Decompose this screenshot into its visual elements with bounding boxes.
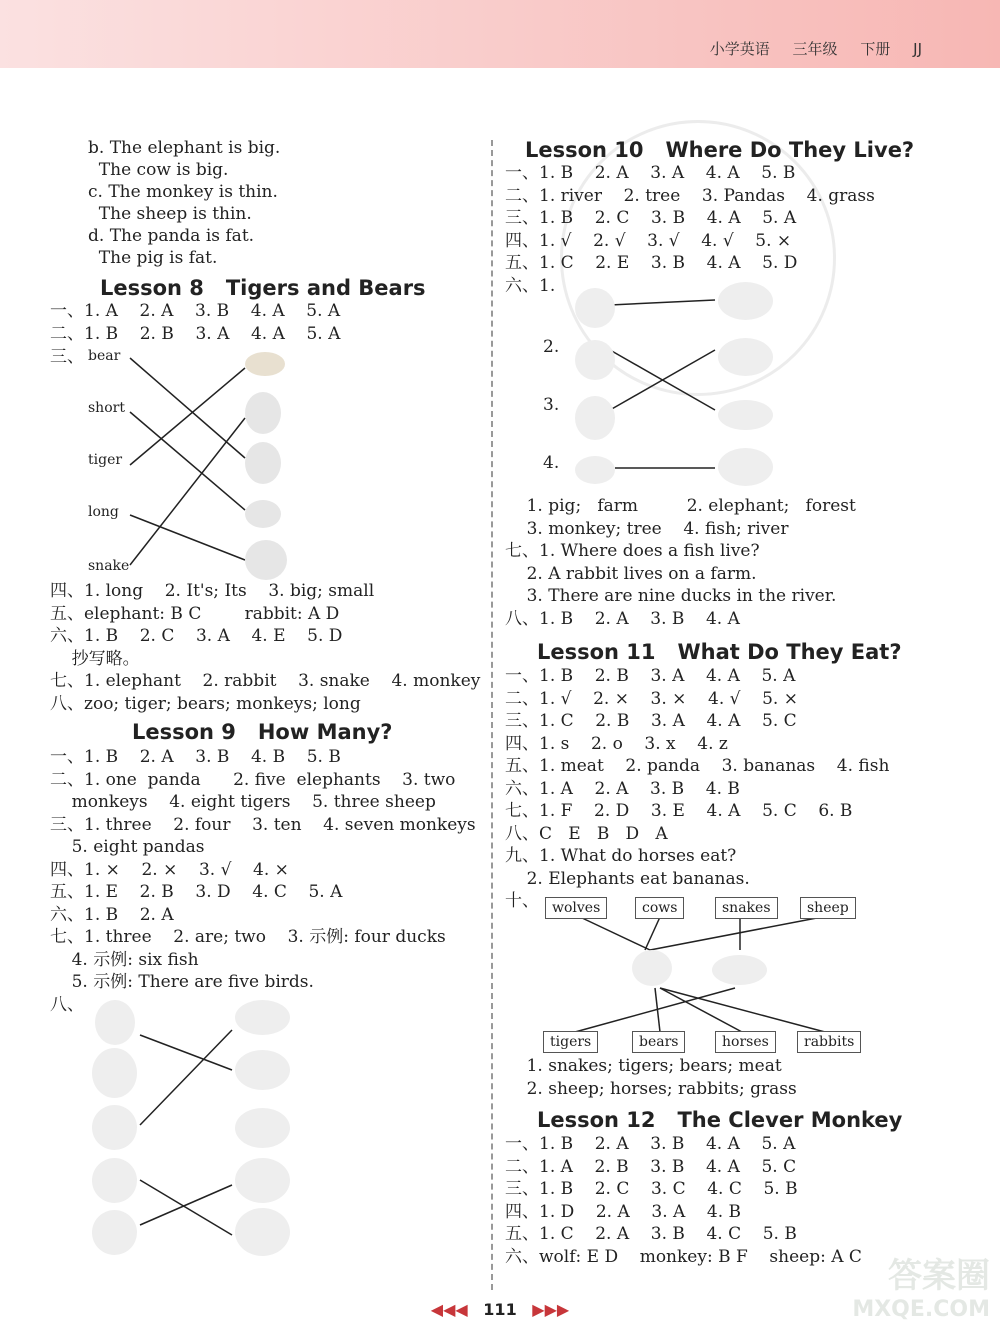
- answer-line: 四、1. long 2. It's; Its 3. big; small: [50, 581, 375, 601]
- bear-picture: [245, 352, 285, 376]
- monkey-picture: [92, 1048, 137, 1098]
- match-word: snake: [88, 558, 130, 574]
- cat-picture: [92, 1210, 137, 1255]
- answer-line: 十、: [505, 891, 539, 911]
- panda-picture: [92, 1158, 137, 1203]
- answer-line: 五、elephant: B C rabbit: A D: [50, 603, 340, 624]
- answer-line: 九、1. What do horses eat?: [505, 846, 737, 866]
- watermark: [852, 1248, 990, 1322]
- tiger-picture: [245, 442, 281, 484]
- grass-picture: [632, 950, 672, 986]
- watermark-url: MXQE.COM: [852, 1297, 990, 1322]
- lesson12-title: Lesson 12 The Clever Monkey: [537, 1108, 903, 1132]
- word-box: wolves: [545, 897, 607, 919]
- answer-line: 一、1. B 2. A 3. A 4. A 5. B: [505, 163, 796, 183]
- word-box: rabbits: [797, 1031, 861, 1053]
- answer-line: 一、1. B 2. B 3. A 4. A 5. A: [505, 666, 796, 686]
- answer-line: The sheep is thin.: [88, 204, 252, 224]
- answer-line: 八、1. B 2. A 3. B 4. A: [505, 608, 740, 629]
- word-box: cows: [635, 897, 684, 919]
- tree-picture: [718, 282, 773, 320]
- answer-line: 一、1. B 2. A 3. B 4. B 5. B: [50, 747, 341, 767]
- answer-line: 二、1. river 2. tree 3. Pandas 4. grass: [505, 185, 875, 206]
- page-number: 111: [483, 1300, 517, 1319]
- next-arrows: ▶▶▶: [532, 1300, 570, 1319]
- match-word: short: [88, 400, 125, 416]
- answer-line: 抄写略。: [50, 648, 140, 669]
- answer-line: 2. Elephants eat bananas.: [505, 868, 750, 889]
- lesson9-title: Lesson 9 How Many?: [132, 720, 393, 744]
- answer-line: 一、1. B 2. A 3. B 4. A 5. A: [505, 1134, 796, 1154]
- answer-line: 二、1. one panda 2. five elephants 3. two: [50, 769, 456, 790]
- word-box: bears: [632, 1031, 685, 1053]
- farm-picture: [718, 338, 773, 376]
- answer-line: 二、1. √ 2. × 3. × 4. √ 5. ×: [505, 688, 798, 709]
- dog-picture: [92, 1105, 137, 1150]
- match-word: tiger: [88, 452, 123, 468]
- lesson8-title: Lesson 8 Tigers and Bears: [100, 276, 426, 300]
- answer-line: 八、C E B D A: [505, 823, 668, 844]
- answer-line: c. The monkey is thin.: [88, 182, 278, 202]
- mouse-picture: [245, 500, 281, 528]
- prev-arrows: ◀◀◀: [430, 1300, 468, 1319]
- answer-line: 八、zoo; tiger; bears; monkeys; long: [50, 693, 361, 714]
- answer-line: 3. There are nine ducks in the river.: [505, 586, 837, 606]
- answer-line: 八、: [50, 994, 84, 1015]
- answer-line: 三、1. B 2. C 3. C 4. C 5. B: [505, 1179, 798, 1199]
- answer-line: 六、wolf: E D monkey: B F sheep: A C: [505, 1246, 862, 1267]
- bamboo-picture: [235, 1208, 290, 1256]
- carrots-picture: [235, 1050, 290, 1090]
- answer-line: 三、: [50, 347, 84, 367]
- answer-line: 六、1.: [505, 275, 556, 296]
- answer-line: 七、1. elephant 2. rabbit 3. snake 4. monkey: [50, 671, 481, 691]
- word-box: sheep: [800, 897, 856, 919]
- answer-line: 5. eight pandas: [50, 837, 205, 857]
- bone-picture: [235, 1000, 290, 1035]
- match-word: bear: [88, 348, 121, 364]
- forest-picture: [718, 400, 773, 430]
- answer-line: 1. snakes; tigers; bears; meat: [505, 1056, 782, 1076]
- answer-line: 4. 示例: six fish: [50, 949, 199, 970]
- fish-picture: [235, 1158, 290, 1203]
- answer-line: 四、1. s 2. o 3. x 4. z: [505, 733, 728, 754]
- elephant-picture: [575, 340, 615, 380]
- term-label: 下册: [860, 40, 891, 58]
- river-picture: [718, 448, 773, 486]
- answer-line: 五、1. C 2. A 3. B 4. C 5. B: [505, 1224, 797, 1244]
- rabbit-picture: [245, 540, 287, 580]
- answer-line: 2. A rabbit lives on a farm.: [505, 563, 757, 584]
- answer-line: 三、1. three 2. four 3. ten 4. seven monkeys: [50, 814, 476, 835]
- subject-label: 小学英语: [709, 40, 770, 58]
- answer-line: 5. 示例: There are five birds.: [50, 972, 314, 992]
- page-footer: [400, 1300, 600, 1319]
- lesson11-title: Lesson 11 What Do They Eat?: [537, 640, 902, 664]
- answer-line: The cow is big.: [88, 160, 229, 180]
- answer-line: monkeys 4. eight tigers 5. three sheep: [50, 792, 436, 812]
- answer-line: b. The elephant is big.: [88, 138, 281, 158]
- answer-line: 2. sheep; horses; rabbits; grass: [505, 1078, 797, 1099]
- word-box: snakes: [715, 897, 778, 919]
- answer-line: 五、1. C 2. E 3. B 4. A 5. D: [505, 253, 798, 273]
- answer-line: 三、1. C 2. B 3. A 4. A 5. C: [505, 711, 797, 731]
- answer-line: 四、1. √ 2. √ 3. √ 4. √ 5. ×: [505, 230, 792, 251]
- answer-line: 二、1. A 2. B 3. B 4. A 5. C: [505, 1156, 797, 1177]
- answer-line: 七、1. Where does a fish live?: [505, 541, 760, 561]
- answer-line: 三、1. B 2. C 3. B 4. A 5. A: [505, 208, 797, 228]
- answer-line: 二、1. B 2. B 3. A 4. A 5. A: [50, 324, 341, 344]
- answer-line: 四、1. D 2. A 3. A 4. B: [505, 1201, 742, 1222]
- edition-label: JJ: [913, 40, 922, 58]
- answer-line: 1. pig; farm 2. elephant; forest: [505, 496, 856, 516]
- answer-line: 六、1. B 2. A: [50, 904, 174, 925]
- answer-line: 一、1. A 2. A 3. B 4. A 5. A: [50, 301, 341, 321]
- pig-picture: [575, 288, 615, 328]
- answer-line: 3. monkey; tree 4. fish; river: [505, 518, 789, 539]
- grade-label: 三年级: [792, 40, 838, 58]
- word-box: tigers: [543, 1031, 598, 1053]
- item-number: 2.: [543, 337, 560, 357]
- answer-line: 五、1. meat 2. panda 3. bananas 4. fish: [505, 756, 890, 776]
- fish-picture: [575, 456, 615, 484]
- rabbit-picture: [95, 1000, 135, 1045]
- watermark-title: 答案圈: [888, 1256, 990, 1296]
- answer-line: 七、1. three 2. are; two 3. 示例: four ducks: [50, 927, 446, 947]
- item-number: 3.: [543, 395, 560, 415]
- word-box: horses: [715, 1031, 776, 1053]
- snake-picture: [245, 392, 281, 434]
- lesson10-title: Lesson 10 Where Do They Live?: [525, 138, 915, 162]
- item-number: 4.: [543, 453, 560, 473]
- monkey-picture: [575, 396, 615, 440]
- match-word: long: [88, 504, 119, 520]
- answer-line: 四、1. × 2. × 3. √ 4. ×: [50, 859, 289, 880]
- answer-line: 六、1. A 2. A 3. B 4. B: [505, 778, 740, 799]
- meat-picture: [712, 955, 767, 985]
- bananas-picture: [235, 1108, 290, 1148]
- answer-line: 五、1. E 2. B 3. D 4. C 5. A: [50, 882, 343, 902]
- answer-line: 六、1. B 2. C 3. A 4. E 5. D: [50, 626, 343, 646]
- answer-line: 七、1. F 2. D 3. E 4. A 5. C 6. B: [505, 801, 853, 821]
- answer-line: The pig is fat.: [88, 248, 218, 268]
- answer-line: d. The panda is fat.: [88, 226, 255, 246]
